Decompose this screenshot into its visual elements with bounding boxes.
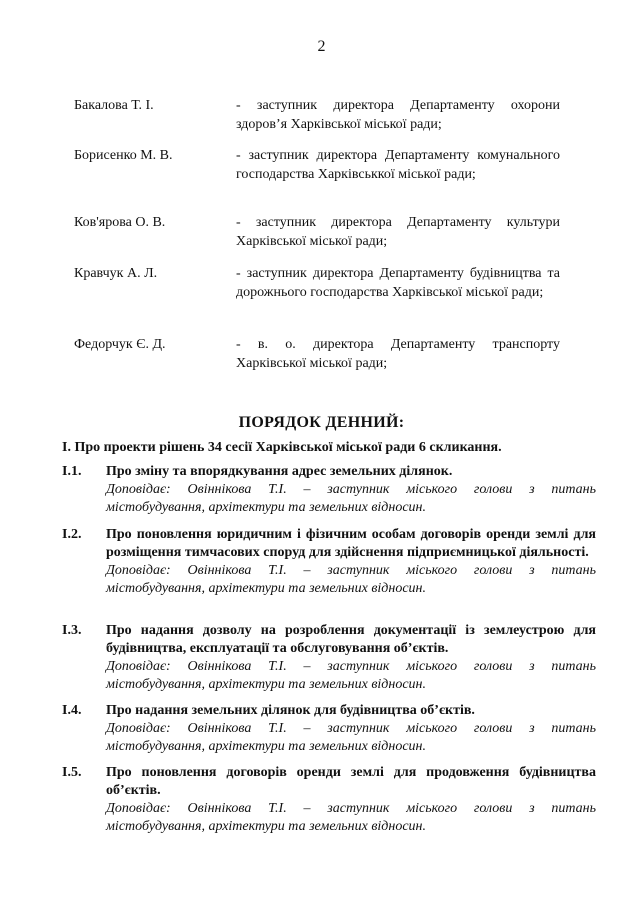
agenda-item-body (106, 463, 596, 517)
agenda-item-number: І.3. (62, 623, 82, 638)
member-role: - заступник директора Департаменту будівництва та дорожнього господарства Харківської міської ради; (236, 266, 560, 300)
member-role: - в. о. директора Департаменту транспорту Харківської міської ради; (236, 337, 560, 371)
agenda-item-number: І.4. (62, 703, 82, 718)
member-role: - заступник директора Департаменту комунального господарства Харківськкої міської ради; (236, 148, 560, 182)
agenda-item-speaker: Доповідає: Овіннікова Т.І. – заступник міського голови з питань (106, 482, 596, 497)
member-role: - заступник директора Департаменту культури Харківської міської ради; (236, 215, 560, 249)
agenda-item-number: І.5. (62, 765, 82, 780)
agenda-item-body (106, 622, 596, 694)
agenda-item-speaker-role: містобудування, архітектури та земельних відносин. (106, 739, 426, 754)
agenda-item-title: Про зміну та впорядкування адрес земельних ділянок. (106, 464, 453, 479)
agenda-item-title: Про надання земельних ділянок для будівництва об’єктів. (106, 703, 475, 718)
agenda-item-title: Про надання дозволу на розроблення документації із землеустрою для будівництва, експлуатації та обслуговування об’єктів. (106, 623, 596, 656)
agenda-item-speaker-role: містобудування, архітектури та земельних відносин. (106, 581, 426, 596)
agenda-item-body (106, 702, 596, 756)
section-title: І. Про проекти рішень 34 сесії Харківської міської ради 6 скликання. (62, 440, 502, 455)
page-number: 2 (317, 38, 326, 55)
agenda-item-speaker: Доповідає: Овіннікова Т.І. – заступник міського голови з питань (106, 721, 596, 736)
member-name: Борисенко М. В. (74, 148, 173, 163)
agenda-item-speaker-role: містобудування, архітектури та земельних відносин. (106, 819, 426, 834)
member-name: Бакалова Т. І. (74, 98, 154, 113)
agenda-item-speaker: Доповідає: Овіннікова Т.І. – заступник міського голови з питань (106, 801, 596, 816)
member-role: - заступник директора Департаменту охорони здоров’я Харківської міської ради; (236, 98, 560, 132)
agenda-item-title: Про поновлення юридичним і фізичним особам договорів оренди землі для розміщення тимчасових споруд для здійснення підприємницької діяльності. (106, 527, 596, 560)
agenda-item-speaker-role: містобудування, архітектури та земельних відносин. (106, 677, 426, 692)
agenda-item-body (106, 764, 596, 836)
agenda-item-speaker-role: містобудування, архітектури та земельних відносин. (106, 500, 426, 515)
member-name: Кравчук А. Л. (74, 266, 158, 281)
agenda-item-speaker: Доповідає: Овіннікова Т.І. – заступник міського голови з питань (106, 659, 596, 674)
agenda-item-number: І.1. (62, 464, 82, 479)
agenda-item-speaker: Доповідає: Овіннікова Т.І. – заступник міського голови з питань (106, 563, 596, 578)
agenda-title: ПОРЯДОК ДЕННИЙ: (238, 414, 405, 431)
member-name: Ков'ярова О. В. (74, 215, 166, 230)
agenda-item-body (106, 526, 596, 598)
agenda-item-title: Про поновлення договорів оренди землі для продовження будівництва об’єктів. (106, 765, 596, 798)
agenda-item-number: І.2. (62, 527, 82, 542)
member-name: Федорчук Є. Д. (74, 337, 166, 352)
